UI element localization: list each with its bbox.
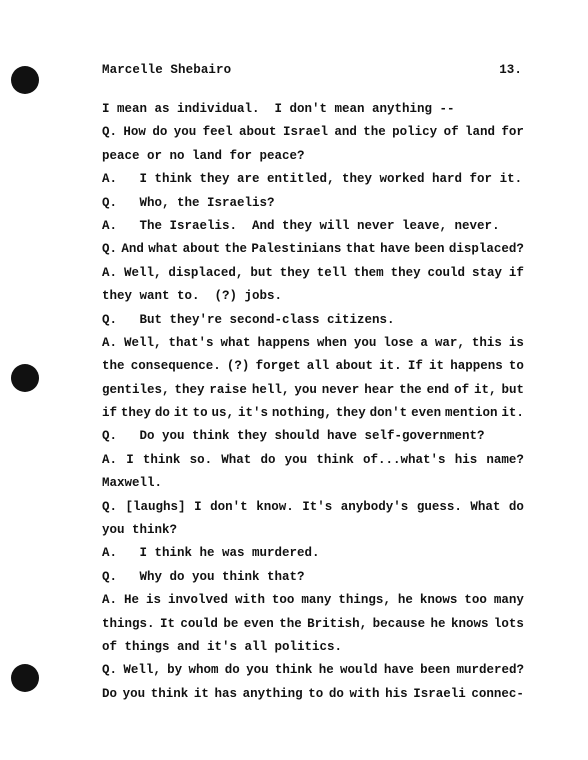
- transcript-line: Do you think it has anything to do with his Israeli connec-: [102, 686, 524, 701]
- transcript-line: Q. Well, by whom do you think he would have been murdered?: [102, 663, 524, 678]
- binder-hole-middle: [11, 364, 39, 392]
- binder-hole-top: [11, 66, 39, 94]
- transcript-line: you think?: [102, 523, 178, 538]
- transcript-line: of things and it's all politics.: [102, 639, 343, 654]
- transcript-line: A. I think so. What do you think of...what's his name?: [102, 452, 524, 467]
- transcript-line: the consequence. (?) forget all about it. If it happens to: [102, 359, 524, 374]
- transcript-line: they want to. (?) jobs.: [102, 289, 283, 304]
- transcript-line: if they do it to us, it's nothing, they don't even mention it.: [102, 406, 524, 421]
- transcript-line: peace or no land for peace?: [102, 148, 305, 163]
- binder-hole-bottom: [11, 664, 39, 692]
- transcript-line: A. Well, displaced, but they tell them they could stay if: [102, 265, 524, 280]
- transcript-line: I mean as individual. I don't mean anything --: [102, 102, 455, 116]
- transcript-line: Q. [laughs] I don't know. It's anybody's guess. What do: [102, 499, 524, 514]
- transcript-line: Q. Who, the Israelis?: [102, 195, 275, 210]
- transcript-line: A. I think they are entitled, they worked hard for it.: [102, 172, 523, 187]
- transcript-line: Q. And what about the Palestinians that have been displaced?: [102, 242, 524, 257]
- transcript-line: things. It could be even the British, because he knows lots: [102, 616, 524, 631]
- transcript-line: Maxwell.: [102, 476, 163, 491]
- transcript-line: gentiles, they raise hell, you never hear the end of it, but: [102, 382, 524, 397]
- interviewee-name: Marcelle Shebairo: [102, 63, 232, 77]
- transcript-line: Q. Why do you think that?: [102, 569, 305, 584]
- page-number: 13.: [499, 63, 522, 77]
- transcript-line: Q. But they're second-class citizens.: [102, 312, 395, 327]
- transcript-line: Q. Do you think they should have self-government?: [102, 429, 485, 444]
- transcript-line: A. The Israelis. And they will never leave, never.: [102, 218, 500, 233]
- transcript-line: A. He is involved with too many things, he knows too many: [102, 593, 524, 608]
- page-header: [102, 63, 522, 81]
- transcript-line: Q. How do you feel about Israel and the policy of land for: [102, 125, 524, 140]
- transcript-body: [102, 98, 524, 706]
- transcript-line: A. Well, that's what happens when you lose a war, this is: [102, 335, 524, 350]
- transcript-line: A. I think he was murdered.: [102, 546, 320, 561]
